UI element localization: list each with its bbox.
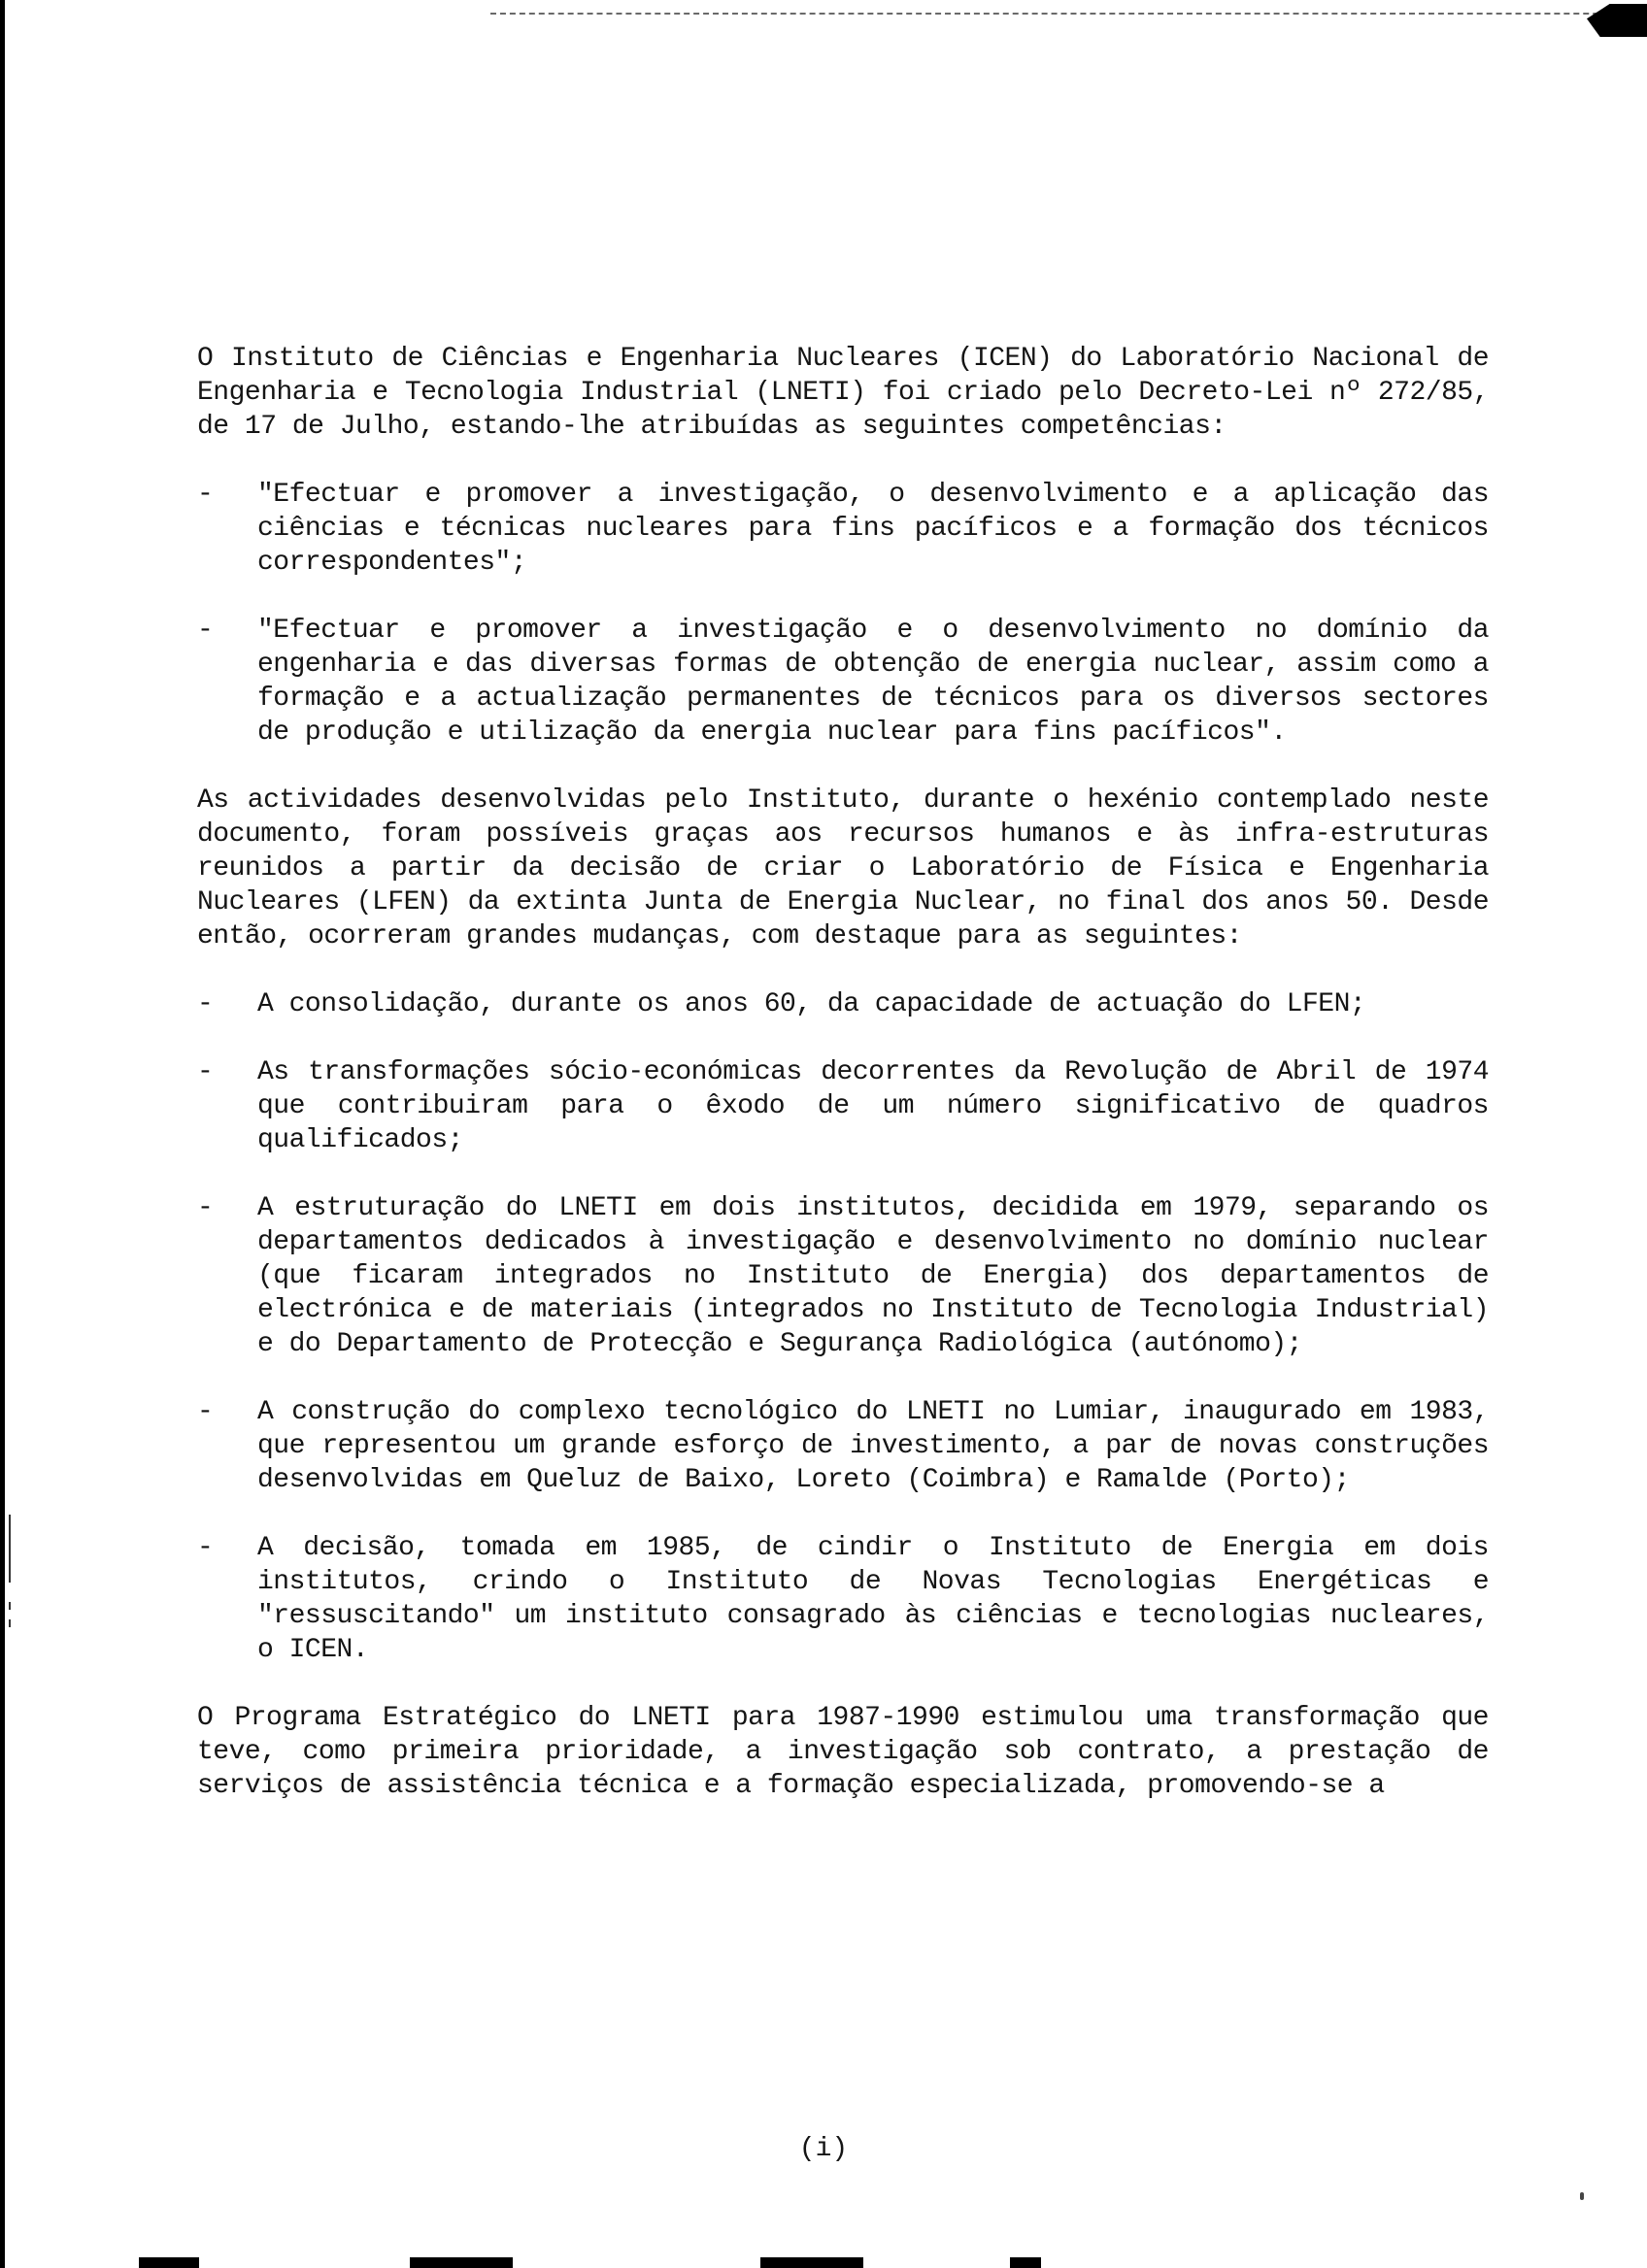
list-item-change-4 [197,1395,1489,1497]
scan-artifact-left-tick [9,1619,11,1627]
scan-artifact-top-line [490,13,1647,15]
list-item-change-2 [197,1055,1489,1157]
list-dash: - [197,1533,214,1563]
list-dash: - [197,480,214,510]
scan-artifact-bottom-mark [1010,2257,1041,2268]
list-dash: - [197,1193,214,1223]
scan-artifact-bottom-mark [139,2257,199,2268]
scan-artifact-bottom-mark [410,2257,513,2268]
list-dash: - [197,616,214,646]
list-item-text: "Efectuar e promover a investigação, o desenvolvimento e a aplicação das ciências e técnicas nucleares para fins pacíficos e a formação dos técnicos correspondentes"; [257,480,1489,578]
page-number: (i) [798,2134,849,2164]
document-content [197,342,1489,1837]
scan-artifact-left-edge [0,0,5,2268]
list-item-competencia-2 [197,614,1489,750]
list-item-text: A construção do complexo tecnológico do LNETI no Lumiar, inaugurado em 1983, que representou um grande esforço de investimento, a par de novas construções desenvolvidas em Queluz de Baixo, Loreto (Coimbra) e Ramalde (Porto); [257,1397,1489,1495]
list-item-text: As transformações sócio-económicas decorrentes da Revolução de Abril de 1974 que contribuiram para o êxodo de um número significativo de quadros qualificados; [257,1057,1489,1155]
paragraph-activities: As actividades desenvolvidas pelo Instituto, durante o hexénio contemplado neste documento, foram possíveis graças aos recursos humanos e às infra-estruturas reunidos a partir da decisão de criar o Laboratório de Física e Engenharia Nucleares (LFEN) da extinta Junta de Energia Nuclear, no final dos anos 50. Desde então, ocorreram grandes mudanças, com destaque para as seguintes: [197,785,1489,951]
paragraph-intro: O Instituto de Ciências e Engenharia Nucleares (ICEN) do Laboratório Nacional de Engenharia e Tecnologia Industrial (LNETI) foi criado pelo Decreto-Lei nº 272/85, de 17 de Julho, estando-lhe atribuídas as seguintes competências: [197,344,1489,442]
list-item-change-1 [197,987,1489,1021]
list-item-change-5 [197,1531,1489,1667]
list-item-text: A consolidação, durante os anos 60, da capacidade de actuação do LFEN; [257,989,1366,1019]
scan-artifact-speck [1580,2192,1584,2200]
list-item-competencia-1 [197,478,1489,580]
list-item-change-3 [197,1191,1489,1361]
list-dash: - [197,989,214,1019]
scan-artifact-bottom-mark [760,2257,863,2268]
list-item-text: A decisão, tomada em 1985, de cindir o Instituto de Energia em dois institutos, crindo o Instituto de Novas Tecnologias Energéticas e "ressuscitando" um instituto consagrado às ciências e tecnologias nucleares, o ICEN. [257,1533,1489,1665]
list-dash: - [197,1057,214,1087]
scan-artifact-left-tick [9,1602,11,1610]
list-dash: - [197,1397,214,1427]
list-item-text: A estruturação do LNETI em dois institutos, decidida em 1979, separando os departamentos dedicados à investigação e desenvolvimento no domínio nuclear (que ficaram integrados no Instituto de Energia) dos departamentos de electrónica e de materiais (integrados no Instituto de Tecnologia Industrial) e do Departamento de Protecção e Segurança Radiológica (autónomo); [257,1193,1489,1359]
paragraph-program: O Programa Estratégico do LNETI para 1987-1990 estimulou uma transformação que teve, como primeira prioridade, a investigação sob contrato, a prestação de serviços de assistência técnica e a formação especializada, promovendo-se a [197,1703,1489,1801]
list-item-text: "Efectuar e promover a investigação e o desenvolvimento no domínio da engenharia e das diversas formas de obtenção de energia nuclear, assim como a formação e a actualização permanentes de técnicos para os diversos sectores de produção e utilização da energia nuclear para fins pacíficos". [257,616,1489,748]
scan-artifact-left-tick [9,1515,11,1583]
scan-artifact-corner-mark [1587,4,1647,37]
